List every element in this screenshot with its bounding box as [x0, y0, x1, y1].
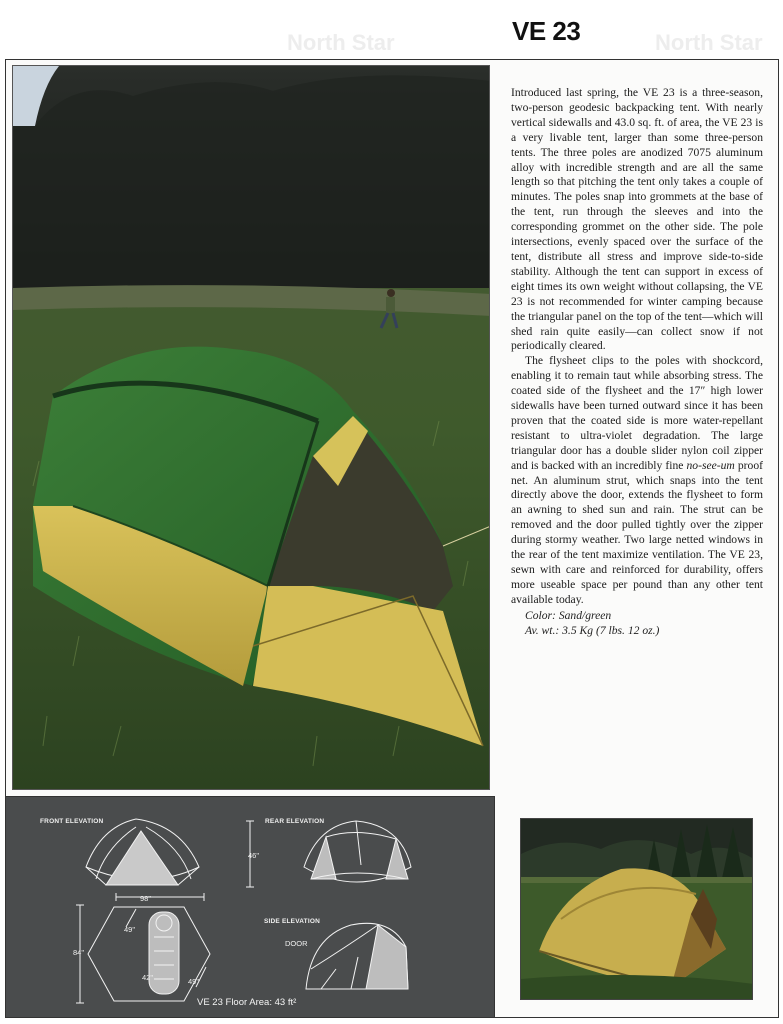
- width-dimension: 98": [140, 894, 152, 903]
- product-description: [511, 86, 763, 638]
- ghost-heading-left: North Star: [287, 30, 395, 55]
- front-elevation-label: FRONT ELEVATION: [40, 818, 104, 825]
- description-paragraph-2: [511, 354, 763, 607]
- elevation-drawings: [6, 797, 496, 1019]
- front-elevation-drawing: [86, 819, 199, 885]
- elevation-diagram-panel: [5, 796, 495, 1018]
- side-elevation-label: SIDE ELEVATION: [264, 918, 321, 925]
- ghost-heading-right: North Star: [655, 30, 763, 55]
- paragraph-2-text-a: The flysheet clips to the poles with shockcord, enabling it to remain taut while absorbing stress. The coated side of the flysheet and the 17″ high lower sidewalls have been turned outward since it has been proven that the coated side is more water-repellant resistant to ultra-violet degradation. The large triangular door has a double slider nylon coil zipper and is backed with an incredibly fine: [511, 354, 763, 472]
- diagonal-dimension-2: 42": [142, 973, 154, 982]
- side-elevation-drawing: [306, 923, 408, 989]
- rear-elevation-label: REAR ELEVATION: [265, 818, 325, 825]
- description-paragraph-1: Introduced last spring, the VE 23 is a three-season, two-person geodesic backpacking tent. With nearly vertical sidewalls and 43.0 sq. ft. of area, the VE 23 is a very livable tent, larger than some three-person tents. The three poles are anodized 7075 aluminum alloy with incredible strength and are all the same length so that pitching the tent only takes a couple of minutes. The poles snap into grommets at the base of the tent, run through the sleeves and into the corresponding grommet on the other side. The pole intersections, evenly spaced over the surface of the tent, distribute all stress and improve side-to-side stability. Although the tent can support in excess of eight times its own weight without collapsing, the VE 23 is not recommended for winter camping because the triangular panel on the top of the tent—which will shed rain quite easily—can collect snow if not periodically cleared.: [511, 86, 763, 353]
- diagonal-dimension-3: 49": [188, 977, 200, 986]
- main-photo-illustration: [13, 66, 490, 790]
- secondary-photo-illustration: [521, 819, 753, 1000]
- weight-spec: Av. wt.: 3.5 Kg (7 lbs. 12 oz.): [525, 623, 660, 637]
- main-tent-photo: [12, 65, 490, 790]
- diagonal-dimension-1: 49": [124, 925, 136, 934]
- height-dimension: 46": [248, 851, 260, 860]
- rear-elevation-drawing: [304, 821, 411, 882]
- color-spec: Color: Sand/green: [525, 608, 612, 622]
- paragraph-2-italic-term: no-see-um: [686, 458, 735, 472]
- paragraph-2-text-b: proof net. An aluminum strut, which snaps into the tent directly above the door, extends the flysheet to form an awning to shed sun and rain. The strut can be removed and the door pulled tightly over the zipper during stormy weather. Two large netted windows in the rear of the tent maximize ventilation. The VE 23, sewn with care and reinforced for durability, offers more useable space per pound than any other tent available today.: [511, 458, 763, 606]
- header-bar: [5, 6, 779, 60]
- floor-plan-drawing: [76, 893, 210, 1003]
- floor-area-caption: VE 23 Floor Area: 43 ft²: [197, 997, 297, 1008]
- secondary-tent-photo: [520, 818, 753, 1000]
- door-label: DOOR: [285, 939, 308, 948]
- depth-dimension: 84": [73, 948, 85, 957]
- page-title: VE 23: [512, 16, 581, 46]
